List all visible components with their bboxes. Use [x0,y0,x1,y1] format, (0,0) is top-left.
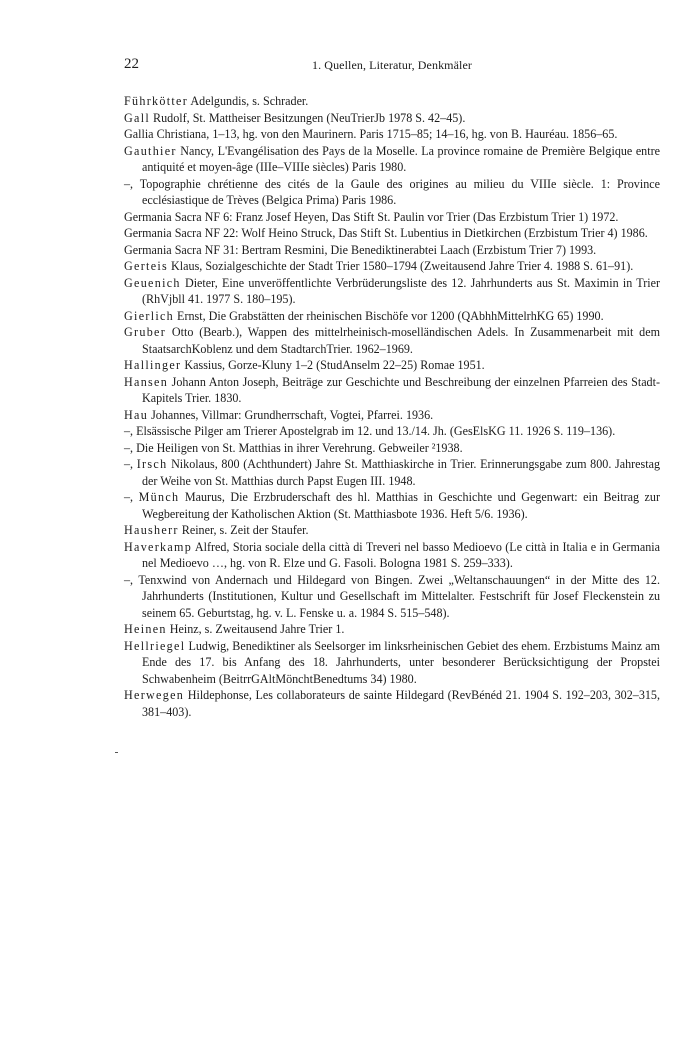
entry-text: Topographie chrétienne des cités de la Gaule des origines au milieu du VIIIe siècle. 1: Province ecclésiastique de Trèves (Belgica Prima) Paris 1986. [139,176,660,207]
bib-entry [124,110,660,127]
entry-author: Heinen [124,622,167,636]
bib-entry: –, Die Heiligen von St. Matthias in ihrer Verehrung. Gebweiler ²1938. [124,440,463,455]
entry-author: Haverkamp [124,539,193,554]
bib-entry [124,143,660,176]
bib-entry [124,539,660,572]
entry-text: Kassius, Gorze-Kluny 1–2 (StudAnselm 22–25) Romae 1951. [181,358,485,372]
entry-text: Alfred, Storia sociale della città di Treveri nel basso Medioevo (Le città in Italia e in Germania nel Medioevo …, hg. von R. Elze und G. Fasoli. Bologna 1981 S. 259–333). [142,539,660,570]
entry-author: Hansen [124,374,169,389]
bib-entry [124,407,660,424]
entry-author: Gierlich [124,308,175,323]
bib-entry: –, Tenxwind von Andernach und Hildegard von Bingen. Zwei „Weltanschauungen“ in der Mitte des 12. Jahrhunderts (Institutionen, Kultur und Gesellschaft im Mittelalter. Festschrift für Josef Fleckenstein zu seinem 65. Geburtstag, hg. v. L. Fenske u. a. 1984 S. 515–548). [124,572,660,620]
entry-text: Ernst, Die Grabstätten der rheinischen Bischöfe vor 1200 (QAbhhMittelrhKG 65) 1990. [174,308,604,323]
bibliography-list [124,93,660,720]
entry-author: Hallinger [124,358,182,372]
entry-author: Hausherr [124,523,179,537]
entry-text: Die Heiligen von St. Matthias in ihrer Verehrung. Gebweiler ²1938. [136,440,463,455]
bib-entry [124,275,660,308]
bib-entry: –, Elsässische Pilger am Trierer Apostelgrab im 12. und 13./14. Jh. (GesElsKG 11. 1926 S. 119–136). [124,424,616,438]
bib-entry [124,621,660,638]
entry-text: Heinz, s. Zweitausend Jahre Trier 1. [166,622,345,636]
entry-author: Gruber [124,325,167,339]
entry-text: Rudolf, St. Mattheiser Besitzungen (NeuTrierJb 1978 S. 42–45). [150,110,466,125]
margin-mark [115,752,118,753]
bib-entry [124,324,660,357]
bib-entry [124,93,660,110]
entry-author: Führkötter [124,94,189,108]
entry-text: Nikolaus, 800 (Achthundert) Jahre St. Matthiaskirche in Trier. Erinnerungsgabe zum 800. Jahrestag der Weihe von St. Matthias durch Papst Eugen III. 1948. [142,457,661,488]
page-number: 22 [124,56,139,72]
entry-text: Dieter, Eine unveröffentlichte Verbrüderungsliste des 12. Jahrhunderts aus St. Maximin in Trier (RhVjbll 41. 1977 S. 180–195). [142,275,660,306]
bib-entry [124,374,660,407]
entry-text: Hildephonse, Les collaborateurs de sainte Hildegard (RevBénéd 21. 1904 S. 192–203, 302–315, 381–403). [142,688,660,719]
bib-entry: –, Topographie chrétienne des cités de la Gaule des origines au milieu du VIIIe siècle. 1: Province ecclésiastique de Trèves (Belgica Prima) Paris 1986. [124,176,660,207]
bib-entry [124,242,660,259]
entry-author: Gall [124,110,151,125]
bib-entry: –, Irsch Nikolaus, 800 (Achthundert) Jahre St. Matthiaskirche in Trier. Erinnerungsgabe zum 800. Jahrestag der Weihe von St. Matthias durch Papst Eugen III. 1948. [124,457,661,488]
entry-text: Maurus, Die Erzbruderschaft des hl. Matthias in Geschichte und Gegenwart: ein Beitrag zur Wegbereitung der Katholischen Aktion (St. Matthiasbote 1936. Heft 5/6. 1936). [142,490,661,521]
entry-text: Elsässische Pilger am Trierer Apostelgrab im 12. und 13./14. Jh. (GesElsKG 11. 1926 S. 119–136). [136,424,616,438]
bib-entry [124,126,660,143]
entry-text: Germania Sacra NF 22: Wolf Heino Struck, Das Stift St. Lubentius in Dietkirchen (Erzbistum Trier 4) 1986. [124,226,648,240]
entry-text: Klaus, Sozialgeschichte der Stadt Trier 1580–1794 (Zweitausend Jahre Trier 4. 1988 S. 61–91). [168,259,634,273]
bib-entry [124,209,660,226]
bib-entry [124,308,660,325]
entry-text: Nancy, L'Evangélisation des Pays de la Moselle. La province romaine de Première Belgique entre antiquité et moyen-âge (IIIe–VIIIe siècles) Paris 1980. [142,143,660,174]
bib-entry: –, Münch Maurus, Die Erzbruderschaft des hl. Matthias in Geschichte und Gegenwart: ein Beitrag zur Wegbereitung der Katholischen Aktion (St. Matthiasbote 1936. Heft 5/6. 1936). [124,490,661,521]
entry-text: Germania Sacra NF 31: Bertram Resmini, Die Benediktinerabtei Laach (Erzbistum Trier 7) 1993. [124,242,597,257]
bib-entry [124,357,660,374]
entry-text: Adelgundis, s. Schrader. [188,94,309,108]
entry-author: Hellriegel [124,638,186,653]
entry-text: Otto (Bearb.), Wappen des mittelrheinisch-moselländischen Adels. In Zusammenarbeit mit dem StaatsarchKoblenz und dem StadtarchTrier. 1962–1969. [142,325,660,356]
entry-author: Gauthier [124,143,177,158]
entry-author: Münch [138,490,180,504]
entry-text: Reiner, s. Zeit der Staufer. [178,523,309,537]
entry-text: Germania Sacra NF 6: Franz Josef Heyen, Das Stift St. Paulin vor Trier (Das Erzbistum Trier 1) 1972. [124,209,619,224]
bib-entry [124,638,660,688]
entry-text: Johannes, Villmar: Grundherrschaft, Vogtei, Pfarrei. 1936. [148,407,434,422]
entry-text: Gallia Christiana, 1–13, hg. von den Maurinern. Paris 1715–85; 14–16, hg. von B. Hauréau. 1856–65. [124,127,618,141]
bib-entry [124,687,660,720]
entry-text: Ludwig, Benediktiner als Seelsorger im linksrheinischen Gebiet des ehem. Erzbistums Mainz am Ende des 17. bis Anfang des 18. Jahrhunderts, unter besonderer Berücksichtigung der Propstei Schwabenheim (BeitrrGAltMönchtBenedtums 34) 1980. [142,638,660,686]
entry-author: Hau [124,407,149,422]
bib-entry [124,225,660,242]
entry-author: Herwegen [124,688,185,702]
page-header [124,56,660,78]
bib-entry [124,258,660,275]
entry-author: Irsch [136,457,168,471]
entry-author: Gerteis [124,259,169,273]
entry-text: Johann Anton Joseph, Beiträge zur Geschichte und Beschreibung der einzelnen Pfarreien des Stadt-Kapitels Trier. 1830. [142,374,660,405]
running-head: 1. Quellen, Literatur, Denkmäler [312,58,472,72]
entry-text: Tenxwind von Andernach und Hildegard von Bingen. Zwei „Weltanschauungen“ in der Mitte des 12. Jahrhunderts (Institutionen, Kultur und Gesellschaft im Mittelalter. Festschrift für Josef Fleckenstein zu seinem 65. Geburtstag, hg. v. L. Fenske u. a. 1984 S. 515–548). [138,572,660,620]
bib-entry [124,522,660,539]
entry-author: Geuenich [124,275,181,290]
